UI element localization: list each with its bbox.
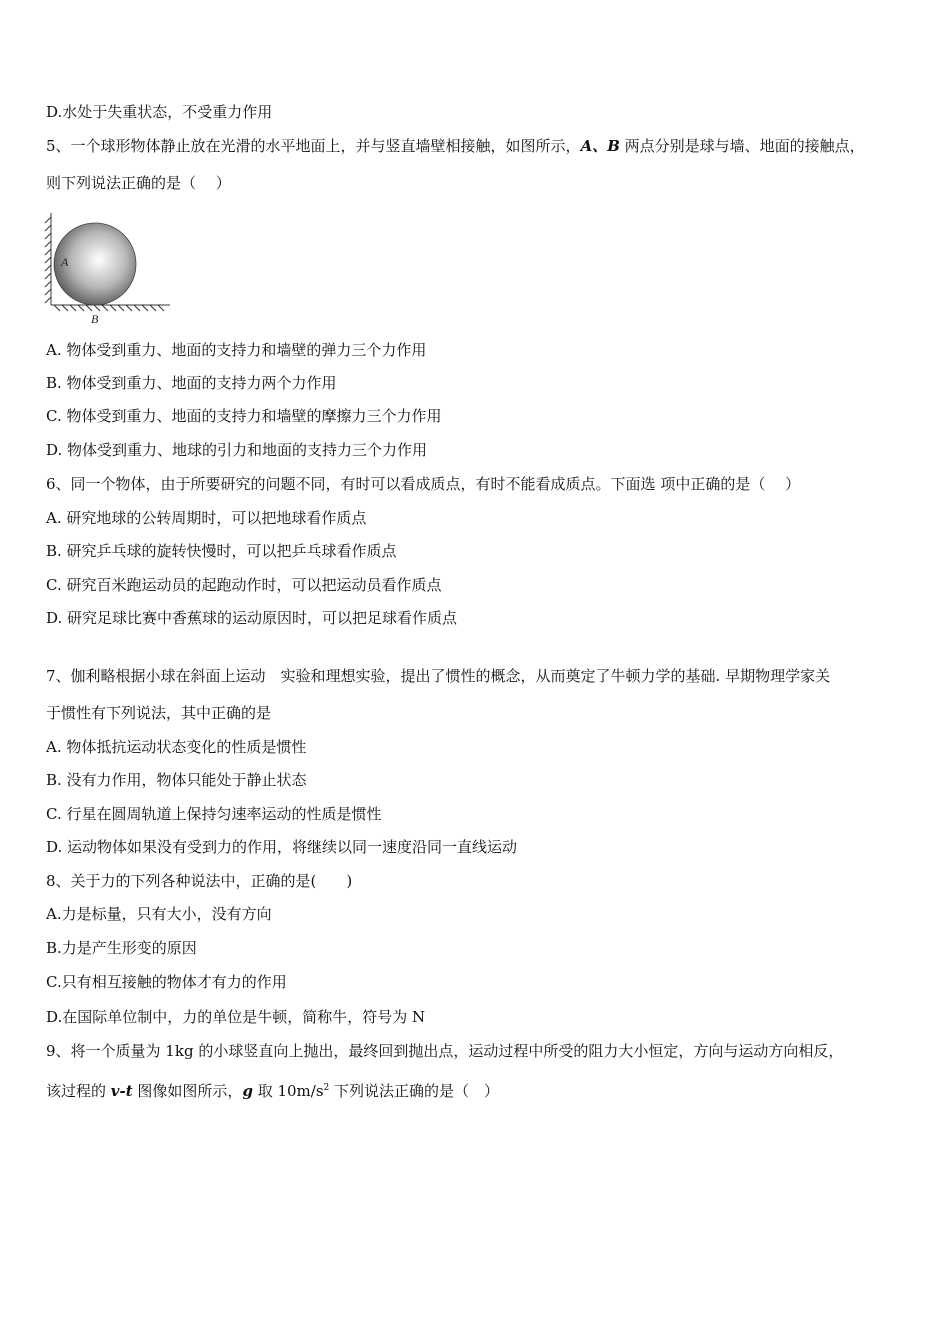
q7-option-c: C. 行星在圆周轨道上保持匀速率运动的性质是惯性 <box>46 805 382 823</box>
q9-g-symbol: g <box>242 1082 253 1100</box>
q9-text-take: 取 10m/s <box>252 1082 324 1100</box>
q5-option-a: A. 物体受到重力、地面的支持力和墙壁的弹力三个力作用 <box>46 341 427 359</box>
q7-option-b: B. 没有力作用，物体只能处于静止状态 <box>46 771 307 789</box>
q8-stem: 8、关于力的下列各种说法中，正确的是( ) <box>46 872 353 890</box>
q9-text-pre: 该过程的 <box>46 1082 111 1100</box>
q9-text-post: 下列说法正确的是（ ） <box>329 1082 500 1100</box>
q6-option-c: C. 研究百米跑运动员的起跑动作时，可以把运动员看作质点 <box>46 576 442 594</box>
q5-points-ab: A、B <box>580 137 620 155</box>
q5-option-b: B. 物体受到重力、地面的支持力两个力作用 <box>46 374 337 392</box>
q6-option-a: A. 研究地球的公转周期时，可以把地球看作质点 <box>46 509 367 527</box>
q5-stem-line2: 则下列说法正确的是（ ） <box>46 174 231 192</box>
q9-exponent: 2 <box>323 1083 330 1093</box>
q9-stem-line1: 9、将一个质量为 1kg 的小球竖直向上抛出，最终回到抛出点，运动过程中所受的阻力大小恒定，方向与运动方向相反， <box>46 1042 844 1060</box>
q6-option-d: D. 研究足球比赛中香蕉球的运动原因时，可以把足球看作质点 <box>46 609 458 627</box>
contact-point-b-label: B <box>91 312 99 326</box>
q7-option-d: D. 运动物体如果没有受到力的作用，将继续以同一速度沿同一直线运动 <box>46 838 518 856</box>
floor-hatch <box>51 305 170 311</box>
q9-vt-symbol: v-t <box>110 1082 133 1100</box>
q8-option-b: B.力是产生形变的原因 <box>46 939 197 957</box>
q9-stem-line2 <box>46 1078 499 1101</box>
q5-option-d: D. 物体受到重力、地球的引力和地面的支持力三个力作用 <box>46 441 428 459</box>
ball-wall-figure <box>40 205 175 330</box>
q5-stem-line1 <box>46 136 865 156</box>
q8-option-c: C.只有相互接触的物体才有力的作用 <box>46 973 287 991</box>
contact-point-a-label: A <box>61 255 69 269</box>
q5-stem-text: 5、一个球形物体静止放在光滑的水平地面上，并与竖直墙壁相接触，如图所示， <box>46 137 581 155</box>
q7-option-a: A. 物体抵抗运动状态变化的性质是惯性 <box>46 738 307 756</box>
q6-option-b: B. 研究乒乓球的旋转快慢时，可以把乒乓球看作质点 <box>46 542 397 560</box>
q5-stem-text-post: 两点分别是球与墙、地面的接触点， <box>619 137 865 155</box>
q4-option-d: D.水处于失重状态，不受重力作用 <box>46 103 273 121</box>
q5-option-c: C. 物体受到重力、地面的支持力和墙壁的摩擦力三个力作用 <box>46 407 442 425</box>
q9-text-mid: 图像如图所示， <box>132 1082 243 1100</box>
q8-option-a: A.力是标量，只有大小，没有方向 <box>46 905 272 923</box>
q7-stem-line1: 7、伽利略根据小球在斜面上运动 实验和理想实验，提出了惯性的概念，从而奠定了牛顿力学的基础. 早期物理学家关 <box>46 667 831 685</box>
q7-stem-line2: 于惯性有下列说法，其中正确的是 <box>46 704 272 722</box>
wall-hatch <box>45 213 51 305</box>
q8-option-d: D.在国际单位制中，力的单位是牛顿，简称牛，符号为 N <box>46 1008 426 1026</box>
q6-stem: 6、同一个物体，由于所要研究的问题不同，有时可以看成质点，有时不能看成质点。下面选 项中正确的是（ ） <box>46 475 801 493</box>
